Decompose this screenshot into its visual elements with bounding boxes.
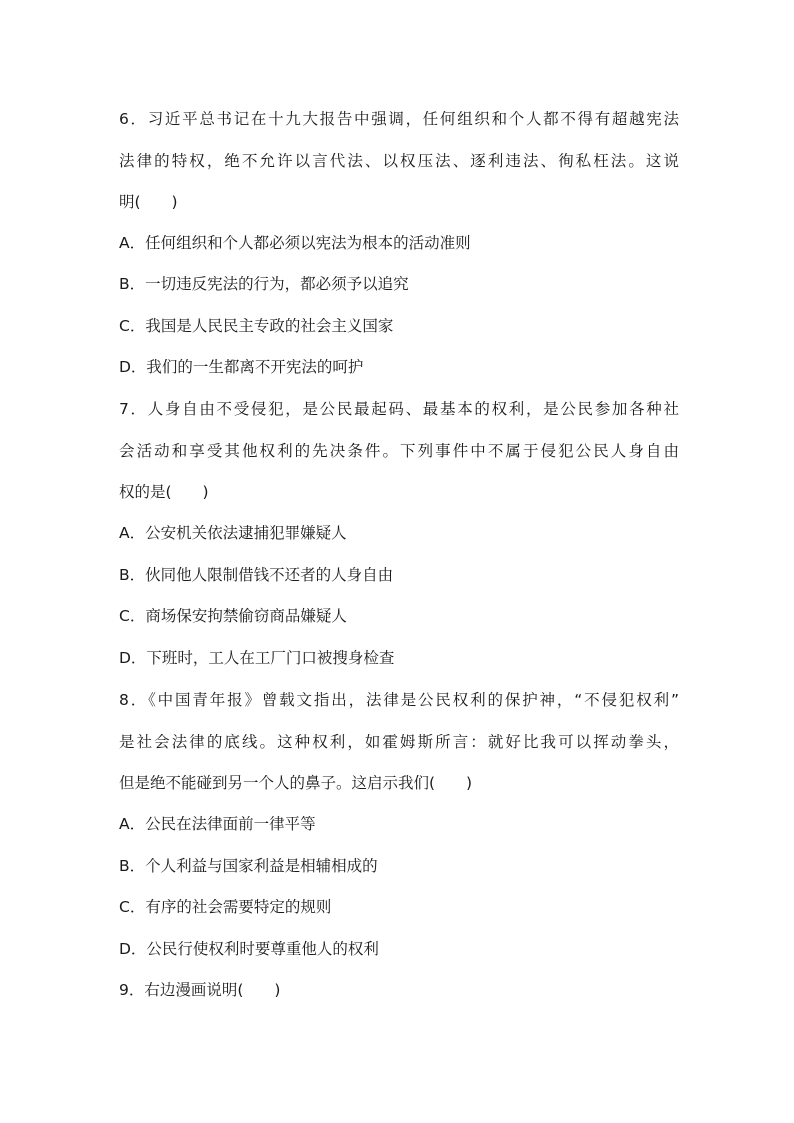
question-7-option-b: B．伙同他人限制借钱不还者的人身自由 [119, 566, 394, 584]
question-7-option-c: C．商场保安拘禁偷窃商品嫌疑人 [119, 607, 347, 625]
question-7-option-a: A．公安机关依法逮捕犯罪嫌疑人 [119, 524, 347, 542]
question-7-stem-line-3: 权的是( ) [119, 483, 209, 501]
question-9-stem-line-1: 9．右边漫画说明( ) [119, 981, 281, 999]
question-8-option-c: C．有序的社会需要特定的规则 [119, 898, 332, 916]
question-7-option-d: D．下班时，工人在工厂门口被搜身检查 [119, 649, 395, 667]
question-6-stem-line-1: 6．习近平总书记在十九大报告中强调，任何组织和个人都不得有超越宪法 [119, 110, 679, 128]
question-6-option-a: A．任何组织和个人都必须以宪法为根本的活动准则 [119, 234, 471, 252]
question-6-option-b: B．一切违反宪法的行为，都必须予以追究 [119, 275, 409, 293]
question-8-option-d: D．公民行使权利时要尊重他人的权利 [119, 940, 379, 958]
question-8-stem-line-3: 但是绝不能碰到另一个人的鼻子。这启示我们( ) [119, 774, 473, 792]
question-6-stem-line-3: 明( ) [119, 193, 178, 211]
question-8-option-a: A．公民在法律面前一律平等 [119, 815, 316, 833]
question-7-stem-line-1: 7．人身自由不受侵犯，是公民最起码、最基本的权利，是公民参加各种社 [119, 400, 679, 418]
question-8-stem-line-2: 是社会法律的底线。这种权利，如霍姆斯所言：就好比我可以挥动拳头， [119, 733, 679, 751]
question-8-stem-line-1: 8．《中国青年报》曾载文指出，法律是公民权利的保护神，“不侵犯权利” [119, 691, 679, 709]
question-6-option-c: C．我国是人民民主专政的社会主义国家 [119, 317, 394, 335]
question-6-stem-line-2: 法律的特权，绝不允许以言代法、以权压法、逐利违法、徇私枉法。这说 [119, 152, 679, 170]
question-7-stem-line-2: 会活动和享受其他权利的先决条件。下列事件中不属于侵犯公民人身自由 [119, 442, 679, 460]
question-8-option-b: B．个人利益与国家利益是相辅相成的 [119, 857, 378, 875]
question-6-option-d: D．我们的一生都离不开宪法的呵护 [119, 358, 364, 376]
